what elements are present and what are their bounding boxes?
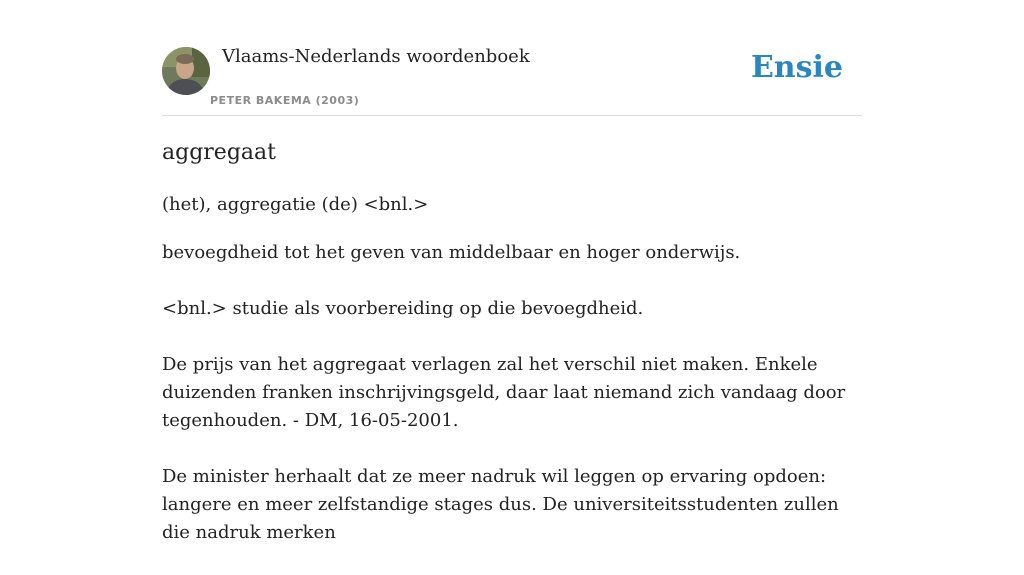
entry-paragraph: <bnl.> studie als voorbereiding op die bevoegdheid. [162,298,644,319]
author-photo-icon [162,47,210,95]
author-avatar[interactable] [162,47,210,95]
brand-logo[interactable]: Ensie [750,50,843,85]
entry-paragraph: bevoegdheid tot het geven van middelbaar en hoger onderwijs. [162,242,741,263]
entry-paragraph: De minister herhaalt dat ze meer nadruk wil leggen op ervaring opdoen: langere en meer zelfstandige stages dus. De universiteitsstudenten zullen die nadruk merken [162,466,839,543]
book-title[interactable]: Vlaams-Nederlands woordenboek [222,46,530,67]
entry-body [162,239,862,575]
entry-paragraph: De prijs van het aggregaat verlagen zal het verschil niet maken. Enkele duizenden franken inschrijvingsgeld, daar laat niemand zich vandaag door tegenhouden. - DM, 16-05-2001. [162,354,846,431]
author-name[interactable]: PETER BAKEMA (2003) [210,94,360,107]
book-header [162,0,862,116]
entry-grammar: (het), aggregatie (de) <bnl.> [162,194,429,215]
entry-card [162,0,862,543]
entry-title: aggregaat [162,140,276,165]
